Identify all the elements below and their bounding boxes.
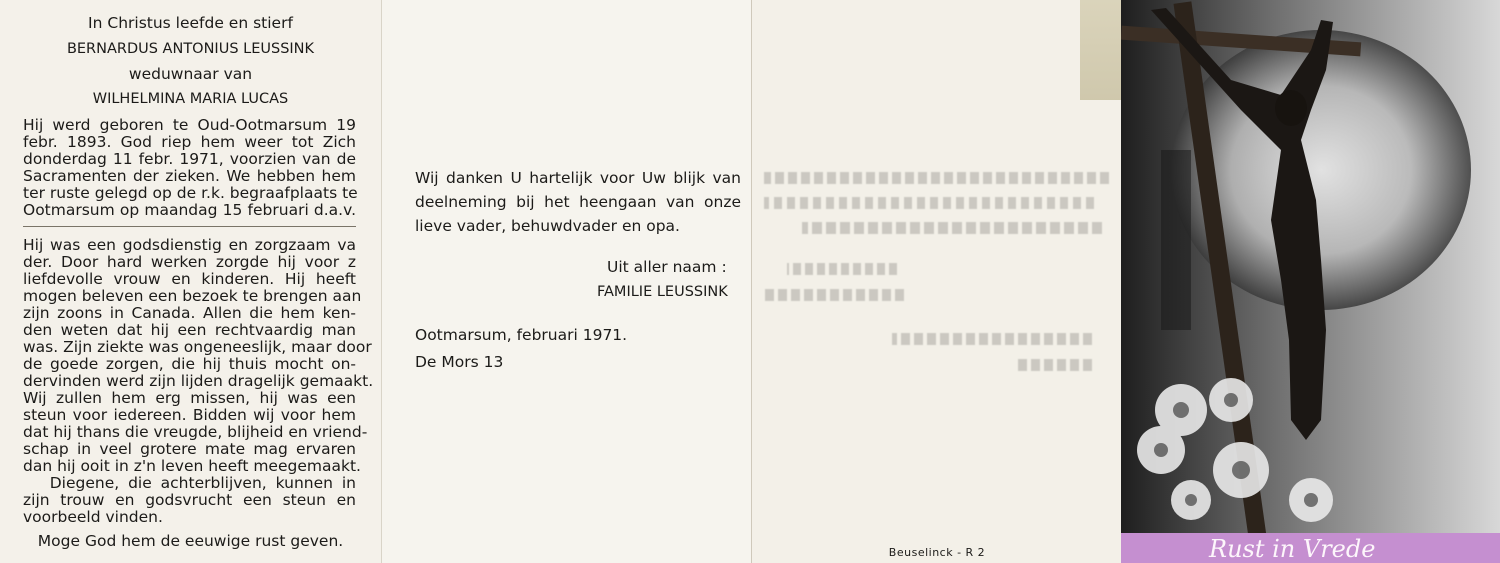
bio-line: ter ruste gelegd op de r.k. begraafplaats te [23, 184, 358, 202]
address: De Mors 13 [415, 353, 504, 371]
tribute-line: den weten dat hij een rechtvaardig man [23, 321, 356, 339]
thanks-line: deelneming bij het heengaan van onze [415, 193, 741, 211]
crucifix-image [1121, 0, 1500, 563]
bio-line: Ootmarsum op maandag 15 februari d.a.v. [23, 201, 356, 219]
closing-prayer: Moge God hem de eeuwige rust geven. [37, 532, 344, 550]
tribute-line: de goede zorgen, die hij thuis mocht on- [23, 355, 356, 373]
bio-line: donderdag 11 febr. 1971, voorzien van de [23, 150, 356, 168]
tribute-line: Wij zullen hem erg missen, hij was een [23, 389, 356, 407]
tape-strip [1080, 0, 1122, 100]
tribute-line: liefdevolle vrouw en kinderen. Hij heeft [23, 270, 356, 288]
rust-in-vrede-banner [1121, 533, 1500, 563]
intro-line: In Christus leefde en stierf [88, 14, 293, 32]
tribute-line: steun voor iedereen. Bidden wij voor hem [23, 406, 356, 424]
obituary-panel [0, 0, 381, 563]
bio-line: Hij werd geboren te Oud-Ootmarsum 19 [23, 116, 356, 134]
widower-line: weduwnaar van [128, 65, 253, 83]
bleed-through-text [764, 172, 1109, 184]
deceased-name: BERNARDUS ANTONIUS LEUSSINK [66, 41, 315, 57]
spouse-name: WILHELMINA MARIA LUCAS [92, 91, 289, 107]
tribute-line: schap in veel grotere mate mag ervaren [23, 440, 356, 458]
signoff: Uit aller naam : [607, 258, 727, 276]
bleed-through-text [787, 263, 897, 275]
crucifix-photo [1121, 0, 1500, 563]
divider [23, 226, 356, 227]
tribute-line: voorbeeld vinden. [23, 508, 163, 526]
tribute-line: zijn zoons in Canada. Allen die hem ken- [23, 304, 356, 322]
bleed-through-text [764, 289, 904, 301]
bio-line: Sacramenten der zieken. We hebben hem [23, 167, 356, 185]
tribute-line: dat hij thans die vreugde, blijheid en vriend- [23, 423, 368, 441]
thanks-line: lieve vader, behuwdvader en opa. [415, 217, 680, 235]
tribute-line: Diegene, die achterblijven, kunnen in [23, 474, 356, 492]
thanks-line: Wij danken U hartelijk voor Uw blijk van [415, 169, 741, 187]
tribute-line: zijn trouw en godsvrucht een steun en [23, 491, 356, 509]
tribute-line: dervinden werd zijn lijden dragelijk gemaakt. [23, 372, 374, 390]
tribute-line: Hij was een godsdienstig en zorgzaam va [23, 236, 356, 254]
tribute-line: dan hij ooit in z'n leven heeft meegemaakt. [23, 457, 361, 475]
printer-mark: Beuselinck - R 2 [888, 546, 986, 559]
bleed-through-text [892, 333, 1092, 345]
banner-text: Rust in Vrede [1209, 535, 1376, 563]
place-date: Ootmarsum, februari 1971. [415, 326, 628, 344]
family-name: FAMILIE LEUSSINK [597, 284, 728, 300]
thanks-panel [381, 0, 751, 563]
tribute-line: was. Zijn ziekte was ongeneeslijk, maar door [23, 338, 372, 356]
bleed-through-text [764, 197, 1094, 209]
bio-line: febr. 1893. God riep hem weer tot Zich [23, 133, 356, 151]
tribute-line: mogen beleven een bezoek te brengen aan [23, 287, 362, 305]
card-back-panel [751, 0, 1121, 563]
bleed-through-text [802, 222, 1102, 234]
tribute-line: der. Door hard werken zorgde hij voor z [23, 253, 356, 271]
bleed-through-text [1017, 359, 1092, 371]
